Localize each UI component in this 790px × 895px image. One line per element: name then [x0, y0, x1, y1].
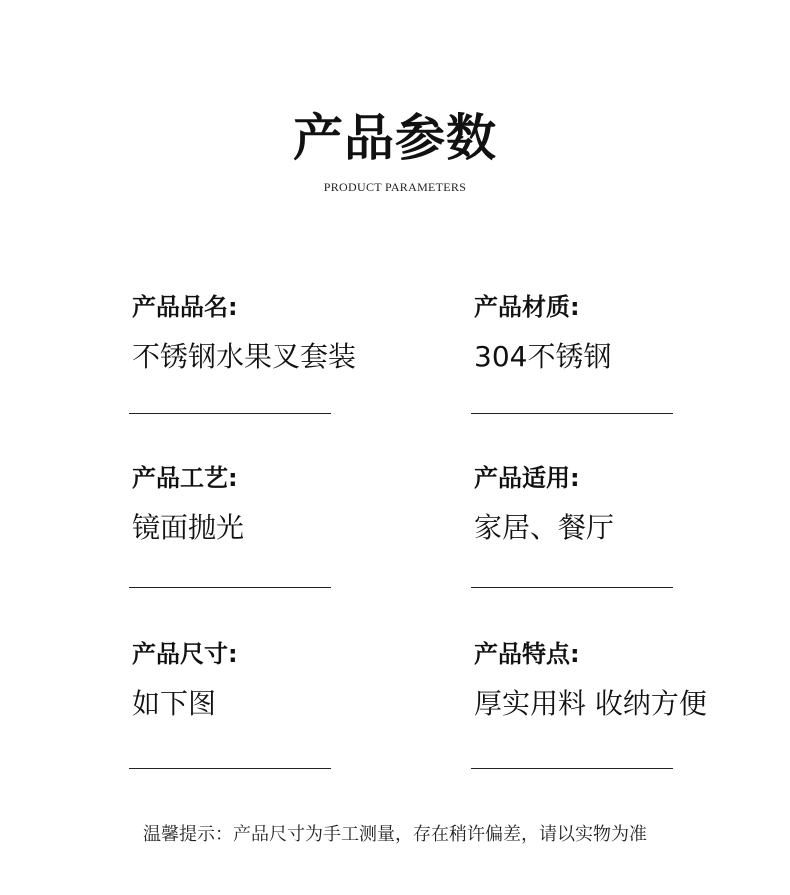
param-size — [132, 640, 432, 721]
page-title: 产品参数 — [293, 108, 497, 167]
param-label: 产品特点: — [474, 640, 580, 668]
param-divider — [129, 768, 331, 769]
param-label: 产品适用: — [474, 464, 580, 492]
param-craft — [132, 464, 432, 545]
param-divider — [471, 587, 673, 588]
footer-note: 温馨提示：产品尺寸为手工测量，存在稍许偏差，请以实物为准 — [143, 824, 647, 845]
param-divider — [471, 413, 673, 414]
param-features — [474, 640, 774, 721]
param-label: 产品品名: — [132, 293, 238, 321]
param-value: 镜面抛光 — [132, 511, 245, 544]
param-divider — [129, 587, 331, 588]
param-value: 不锈钢水果叉套装 — [132, 340, 357, 373]
param-usage — [474, 464, 774, 545]
param-label: 产品尺寸: — [132, 640, 238, 668]
param-value: 304不锈钢 — [474, 340, 612, 373]
param-value: 厚实用料 收纳方便 — [474, 687, 707, 720]
param-value: 如下图 — [132, 687, 217, 720]
param-divider — [129, 413, 331, 414]
param-value: 家居、餐厅 — [474, 511, 615, 544]
param-label: 产品材质: — [474, 293, 580, 321]
page-subtitle: PRODUCT PARAMETERS — [323, 180, 467, 194]
param-product-name — [132, 293, 432, 374]
param-label: 产品工艺: — [132, 464, 238, 492]
param-material — [474, 293, 774, 374]
param-divider — [471, 768, 673, 769]
